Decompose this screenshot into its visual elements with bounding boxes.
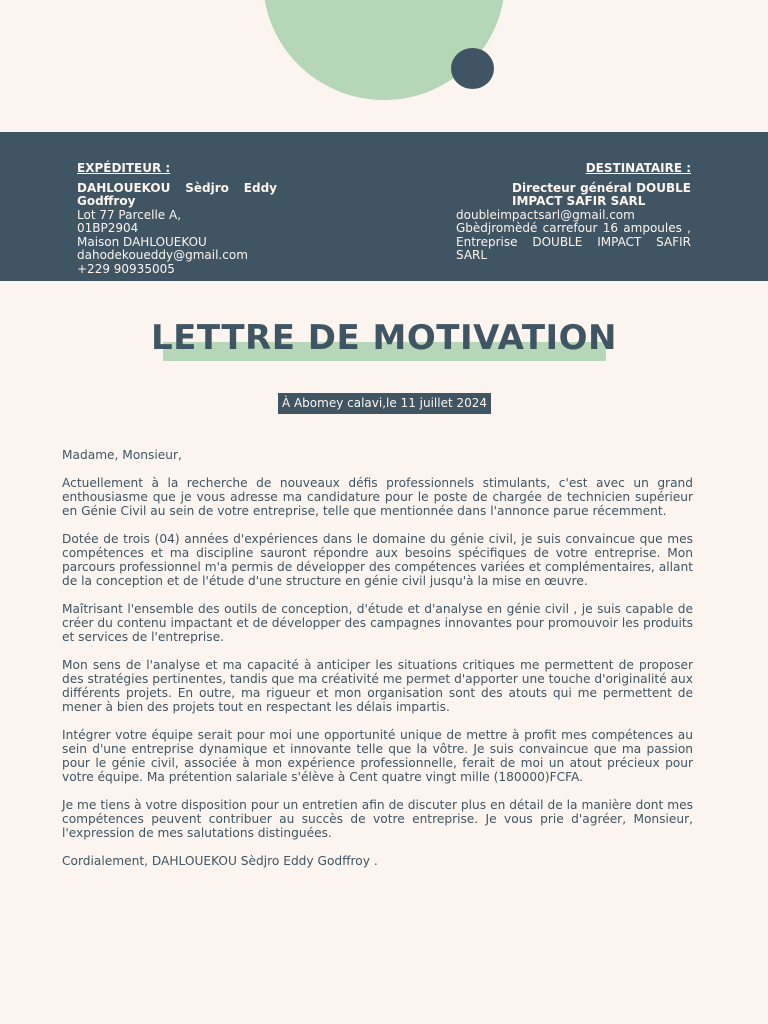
paragraph: Mon sens de l'analyse et ma capacité à anticiper les situations critiques me permettent de proposer des stratégies pertinentes, tandis que ma créativité me permet d'apporter une touche d'originalité aux différents projets. En outre, ma rigueur et mon organisation sont des atouts qui me permettent de mener à bien des projets tout en respectant les délais impartis. <box>62 658 693 714</box>
title-wrap <box>0 318 768 358</box>
closing: Cordialement, DAHLOUEKOU Sèdjro Eddy Godffroy . <box>62 854 378 868</box>
paragraph: Intégrer votre équipe serait pour moi une opportunité unique de mettre à profit mes compétences au sein d'une entreprise dynamique et innovante telle que la vôtre. Je suis convaincue que ma passion pour le génie civil, associée à mon expérience professionnelle, ferait de moi un atout précieux pour votre équipe. Ma prétention salariale s'élève à Cent quatre vingt mille (180000)FCFA. <box>62 728 693 784</box>
header-band <box>0 132 768 281</box>
recipient-company-suffix: SARL <box>456 248 488 262</box>
paragraph: Maîtrisant l'ensemble des outils de conception, d'étude et d'analyse en génie civil , je suis capable de créer du contenu impactant et de développer des campagnes innovantes pour promouvoir les produits et services de l'entreprise. <box>62 602 693 644</box>
recipient-address: Gbèdjromèdé carrefour 16 ampoules , <box>456 221 691 235</box>
letter-body <box>62 448 693 882</box>
paragraph: Actuellement à la recherche de nouveaux défis professionnels stimulants, c'est avec un grand enthousiasme que je vous adresse ma candidature pour le poste de chargée de technicien supérieur en Génie Civil au sein de votre entreprise, telle que mentionnée dans l'annonce parue récemment. <box>62 476 693 518</box>
date-badge: À Abomey calavi,le 11 juillet 2024 <box>278 393 491 414</box>
page-title: LETTRE DE MOTIVATION <box>150 318 618 358</box>
sender-name: DAHLOUEKOU Sèdjro Eddy Godffroy <box>77 180 277 208</box>
sender-house: Maison DAHLOUEKOU <box>77 234 207 249</box>
paragraph: Je me tiens à votre disposition pour un entretien afin de discuter plus en détail de la manière dont mes compétences peuvent contribuer au succès de votre entreprise. Je vous prie d'agréer, Monsieur, l'expression de mes salutations distinguées. <box>62 798 693 840</box>
recipient-block <box>456 162 691 263</box>
sender-postal-box: 01BP2904 <box>77 221 139 235</box>
sender-block <box>77 162 277 276</box>
sender-label: EXPÉDITEUR : <box>77 161 171 175</box>
sender-email: dahodekoueddy@gmail.com <box>77 248 248 262</box>
recipient-label: DESTINATAIRE : <box>585 161 691 175</box>
recipient-name: Directeur général DOUBLE IMPACT SAFIR SARL <box>512 180 691 208</box>
paragraph: Dotée de trois (04) années d'expériences dans le domaine du génie civil, je suis convaincue que mes compétences et ma discipline sauront répondre aux besoins spécifiques de votre entreprise. Mon parcours professionnel m'a permis de développer des compétences variées et complémentaires, allant de la conception et de l'étude d'une structure en génie civil jusqu'à la mise en œuvre. <box>62 532 693 588</box>
sender-address-line: Lot 77 Parcelle A, <box>77 207 182 222</box>
greeting: Madame, Monsieur, <box>62 448 182 462</box>
decorative-circle-dark <box>451 48 494 89</box>
recipient-company: Entreprise DOUBLE IMPACT SAFIR <box>456 234 691 249</box>
recipient-email: doubleimpactsarl@gmail.com <box>456 207 635 222</box>
sender-phone: +229 90935005 <box>77 261 175 276</box>
